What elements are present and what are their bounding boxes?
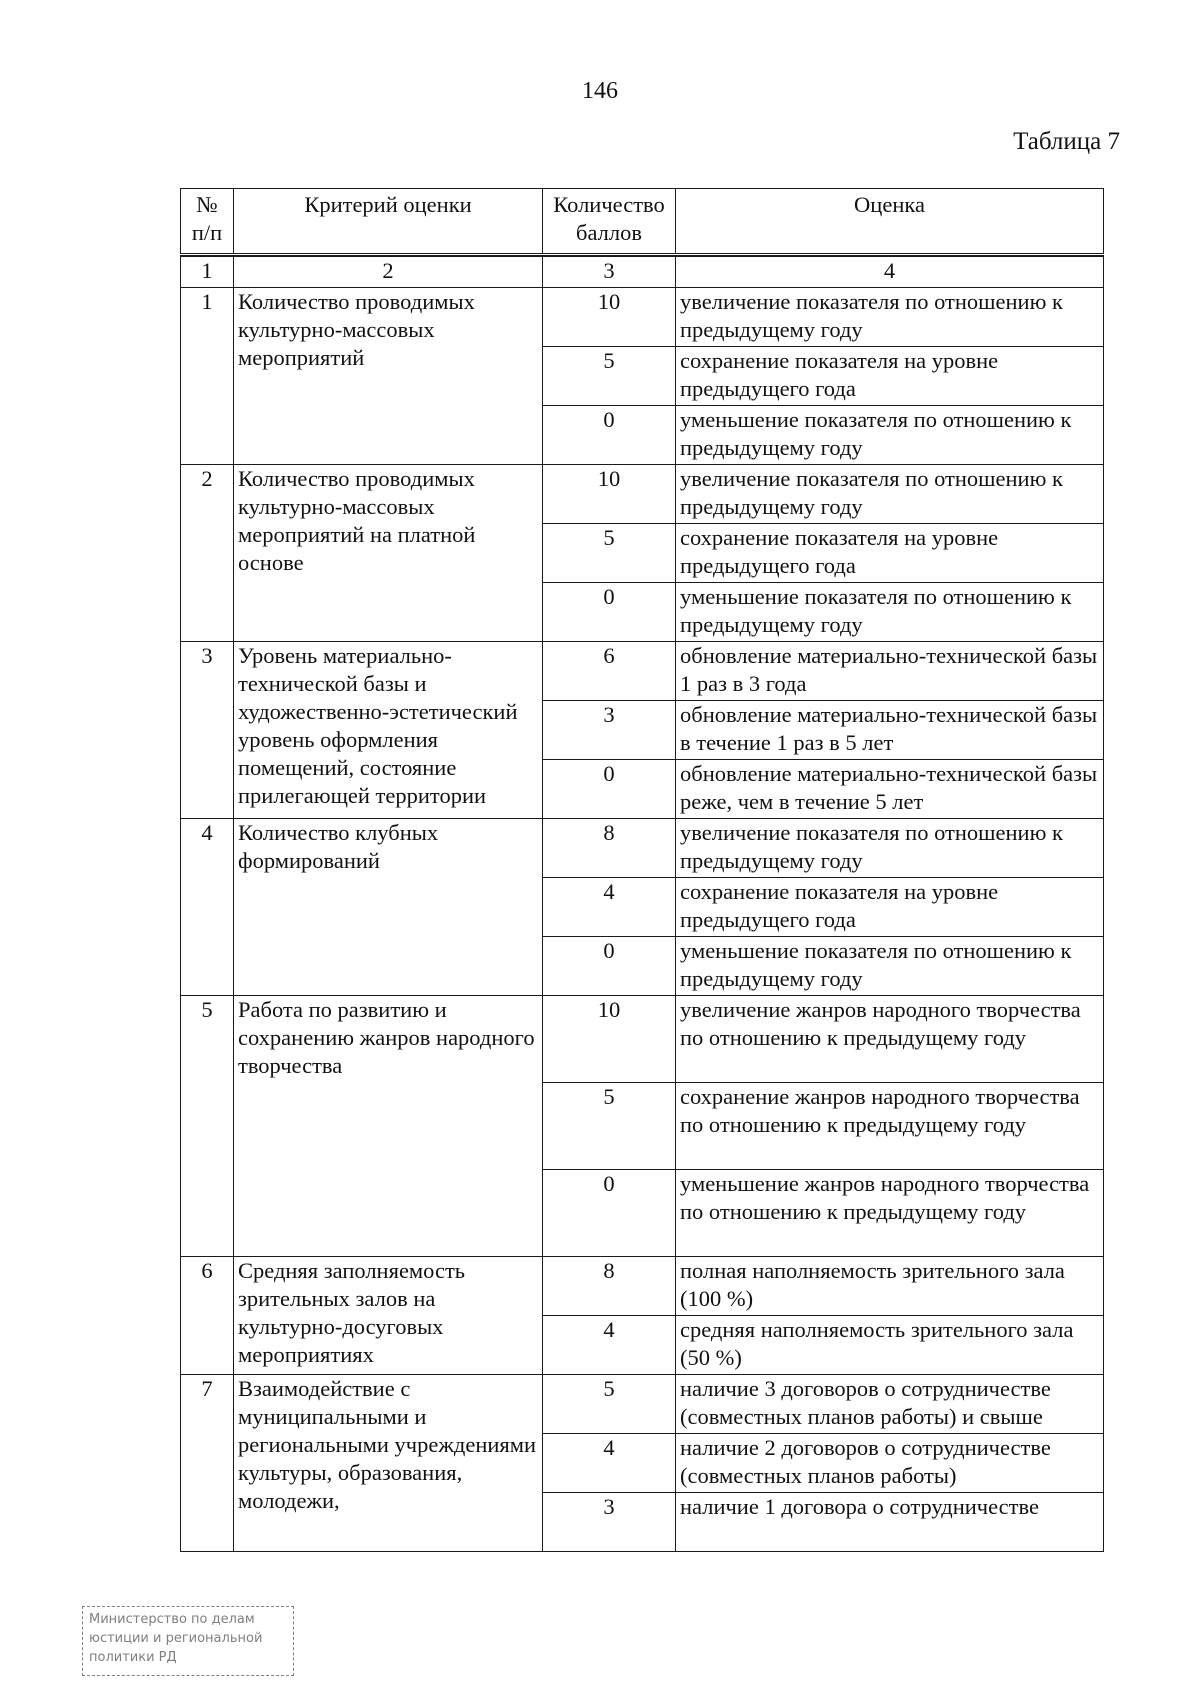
table-row: [181, 996, 1104, 1083]
col-index-2: 2: [234, 257, 543, 288]
table-row: [181, 642, 1104, 701]
col-index-3: 3: [543, 257, 676, 288]
points-cell: 6: [543, 642, 676, 701]
table-row: [181, 1375, 1104, 1434]
points-cell: 5: [543, 1375, 676, 1434]
assessment-cell: увеличение жанров народного творчества по отношению к предыдущему году: [676, 996, 1104, 1083]
column-index-row: [181, 257, 1104, 288]
col-index-4: 4: [676, 257, 1104, 288]
criterion-name: Количество проводимых культурно-массовых мероприятий: [234, 288, 543, 465]
header-row: [181, 189, 1104, 255]
points-cell: 0: [543, 760, 676, 819]
assessment-cell: уменьшение жанров народного творчества по отношению к предыдущему году: [676, 1170, 1104, 1257]
points-cell: 8: [543, 1257, 676, 1316]
points-cell: 5: [543, 524, 676, 583]
header-points: Количество баллов: [543, 189, 676, 255]
table-row: [181, 1257, 1104, 1316]
assessment-cell: увеличение показателя по отношению к предыдущему году: [676, 288, 1104, 347]
assessment-cell: сохранение показателя на уровне предыдущего года: [676, 347, 1104, 406]
points-cell: 0: [543, 937, 676, 996]
points-cell: 4: [543, 1434, 676, 1493]
assessment-cell: уменьшение показателя по отношению к предыдущему году: [676, 583, 1104, 642]
table-row: [181, 288, 1104, 347]
registration-stamp: [82, 1606, 294, 1676]
criterion-number: 5: [181, 996, 234, 1257]
assessment-cell: сохранение показателя на уровне предыдущего года: [676, 878, 1104, 937]
stamp-line-3: политики РД: [89, 1650, 177, 1665]
points-cell: 3: [543, 1493, 676, 1552]
points-cell: 0: [543, 1170, 676, 1257]
points-cell: 10: [543, 288, 676, 347]
header-criterion: Критерий оценки: [234, 189, 543, 255]
points-cell: 8: [543, 819, 676, 878]
assessment-cell: сохранение показателя на уровне предыдущего года: [676, 524, 1104, 583]
criterion-number: 3: [181, 642, 234, 819]
criterion-number: 4: [181, 819, 234, 996]
criterion-number: 2: [181, 465, 234, 642]
assessment-cell: обновление материально-технической базы 1 раз в 3 года: [676, 642, 1104, 701]
points-cell: 0: [543, 406, 676, 465]
assessment-cell: наличие 3 договоров о сотрудничестве (совместных планов работы) и свыше: [676, 1375, 1104, 1434]
assessment-cell: уменьшение показателя по отношению к предыдущему году: [676, 406, 1104, 465]
stamp-line-1: Министерство по делам: [89, 1612, 255, 1627]
points-cell: 3: [543, 701, 676, 760]
criterion-name: Количество проводимых культурно-массовых мероприятий на платной основе: [234, 465, 543, 642]
criterion-number: 6: [181, 1257, 234, 1375]
header-num: № п/п: [181, 189, 234, 255]
points-cell: 5: [543, 1083, 676, 1170]
criteria-table: [180, 188, 1104, 1552]
points-cell: 10: [543, 465, 676, 524]
assessment-cell: полная наполняемость зрительного зала (100 %): [676, 1257, 1104, 1316]
points-cell: 10: [543, 996, 676, 1083]
points-cell: 4: [543, 1316, 676, 1375]
criterion-name: Взаимодействие с муниципальными и региональными учреждениями культуры, образования, молодежи,: [234, 1375, 543, 1552]
criterion-name: Средняя заполняемость зрительных залов на культурно-досуговых мероприятиях: [234, 1257, 543, 1375]
stamp-line-2: юстиции и региональной: [89, 1631, 263, 1646]
header-assessment: Оценка: [676, 189, 1104, 255]
assessment-cell: обновление материально-технической базы в течение 1 раз в 5 лет: [676, 701, 1104, 760]
points-cell: 4: [543, 878, 676, 937]
criterion-number: 7: [181, 1375, 234, 1552]
assessment-cell: увеличение показателя по отношению к предыдущему году: [676, 819, 1104, 878]
assessment-cell: наличие 1 договора о сотрудничестве: [676, 1493, 1104, 1552]
assessment-cell: средняя наполняемость зрительного зала (50 %): [676, 1316, 1104, 1375]
criterion-name: Количество клубных формирований: [234, 819, 543, 996]
table-caption: Таблица 7: [1013, 128, 1120, 155]
page-number: 146: [582, 78, 618, 104]
criterion-name: Уровень материально-технической базы и художественно-эстетический уровень оформления помещений, состояние прилегающей территории: [234, 642, 543, 819]
criterion-name: Работа по развитию и сохранению жанров народного творчества: [234, 996, 543, 1257]
assessment-cell: сохранение жанров народного творчества по отношению к предыдущему году: [676, 1083, 1104, 1170]
assessment-cell: увеличение показателя по отношению к предыдущему году: [676, 465, 1104, 524]
points-cell: 5: [543, 347, 676, 406]
table-row: [181, 819, 1104, 878]
assessment-cell: наличие 2 договоров о сотрудничестве (совместных планов работы): [676, 1434, 1104, 1493]
table-row: [181, 465, 1104, 524]
criterion-number: 1: [181, 288, 234, 465]
assessment-cell: обновление материально-технической базы реже, чем в течение 5 лет: [676, 760, 1104, 819]
assessment-cell: уменьшение показателя по отношению к предыдущему году: [676, 937, 1104, 996]
points-cell: 0: [543, 583, 676, 642]
criteria-table-body: [181, 189, 1104, 1552]
col-index-1: 1: [181, 257, 234, 288]
